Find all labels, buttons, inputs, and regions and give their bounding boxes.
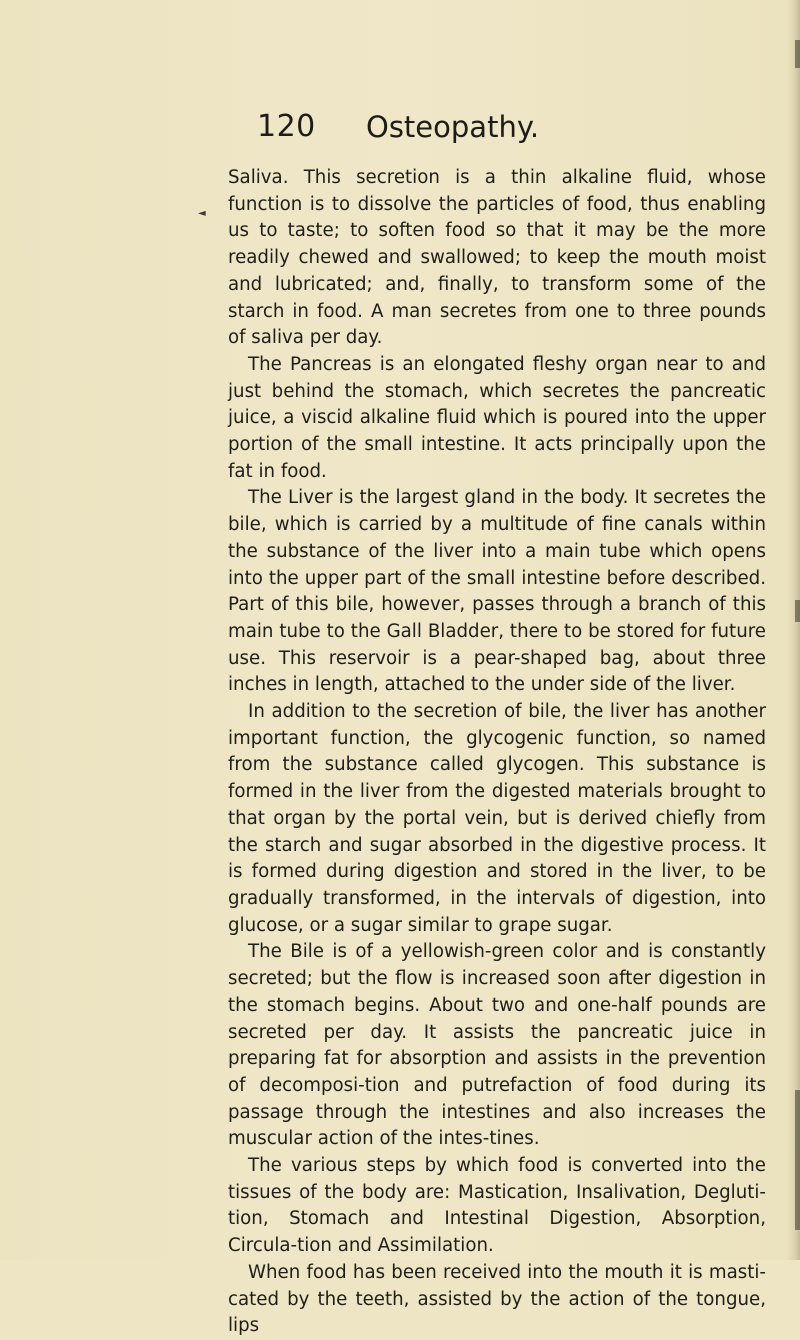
paragraph-liver: The Liver is the largest gland in the body. It secretes the bile, which is carried by a multitude of fine canals within the substance of the liver into a main tube which opens into the upper part of the small intestine before described. Part of this bile, however, passes through a branch of this main tube to the Gall Bladder, there to be stored for future use. This reservoir is a pear-shaped bag, about three inches in length, attached to the under side of the liver. bbox=[228, 487, 766, 696]
paragraph-mastication: When food has been received into the mouth it is masti-cated by the teeth, assisted by the action of the tongue, lips bbox=[228, 1261, 766, 1337]
body-text bbox=[228, 165, 766, 1340]
page-header bbox=[0, 102, 800, 152]
page-edge-mark bbox=[795, 40, 800, 68]
paragraph-glycogenic: In addition to the secretion of bile, the liver has another important function, the glycogenic function, so named from the substance called glycogen. This substance is formed in the liver from the digested materials brought to that organ by the portal vein, but is derived chiefly from the starch and sugar absorbed in the digestive process. It is formed during digestion and stored in the liver, to be gradually transformed, in the intervals of digestion, into glucose, or a sugar similar to grape sugar. bbox=[228, 701, 766, 936]
paragraph-saliva: Saliva. This secretion is a thin alkaline fluid, whose function is to dissolve the particles of food, thus enabling us to taste; to soften food so that it may be the more readily chewed and swallowed; to keep the mouth moist and lubricated; and, finally, to transform some of the starch in food. A man secretes from one to three pounds of saliva per day. bbox=[228, 167, 766, 349]
page-number: 120 bbox=[257, 109, 316, 144]
page-edge-mark bbox=[795, 600, 800, 622]
paragraph-bile: The Bile is of a yellowish-green color and is constantly secreted; but the flow is increased soon after digestion in the stomach begins. About two and one-half pounds are secreted per day. It assists the pancreatic juice in preparing fat for absorption and assists in the prevention of decomposi-tion and putrefaction of food during its passage through the intestines and also increases the muscular action of the intes-tines. bbox=[228, 941, 766, 1150]
paragraph-steps: The various steps by which food is converted into the tissues of the body are: Mastication, Insalivation, Degluti-tion, Stomach and Intestinal Digestion, Absorption, Circula-tion and Assimilation. bbox=[228, 1155, 766, 1257]
paragraph-pancreas: The Pancreas is an elongated fleshy organ near to and just behind the stomach, which secretes the pancreatic juice, a viscid alkaline fluid which is poured into the upper portion of the small intestine. It acts principally upon the fat in food. bbox=[228, 353, 766, 482]
page-edge-shadow bbox=[786, 0, 800, 1260]
running-head: Osteopathy. bbox=[366, 110, 540, 144]
margin-mark: ◄ bbox=[198, 208, 206, 219]
page-edge-mark bbox=[795, 1090, 800, 1230]
